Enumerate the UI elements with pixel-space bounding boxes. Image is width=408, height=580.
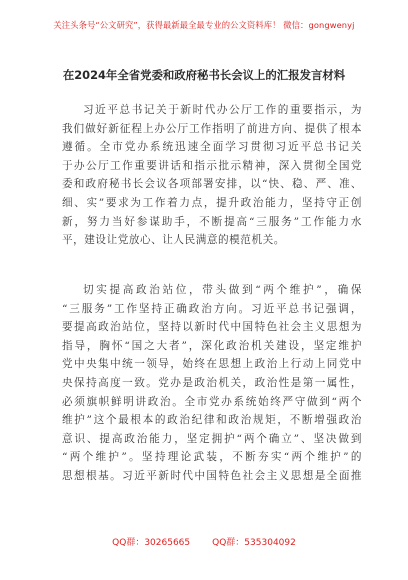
paragraph-1: [62, 101, 362, 250]
text-line: 遵循。全市党办系统迅速全面学习贯彻习近平总书记关: [62, 141, 362, 154]
qq-group-1: QQ群：30265665: [112, 538, 191, 548]
text-line: 维护”这个最根本的政治纪律和政治规矩，不断增强政治: [62, 414, 362, 427]
header-note: 关注头条号“公文研究”，获得最新最全最专业的公文资料库！ 微信：gongwenyj: [53, 20, 355, 30]
text-line: 我们做好新征程上办公厅工作指明了前进方向、提供了根本: [62, 122, 362, 135]
qq-group-2: QQ群：535304092: [212, 538, 296, 548]
text-line: 党中央集中统一领导，始终在思想上政治上行动上同党中: [62, 358, 362, 371]
text-line: 切实提高政治站位，带头做到“两个维护”，确保: [83, 284, 362, 296]
text-line: “两个维护”。坚持理论武装，不断夯实“两个维护”的: [62, 451, 362, 464]
text-line: 平，建设让党放心、让人民满意的模范机关。: [62, 234, 285, 247]
text-line: 习近平总书记关于新时代办公厅工作的重要指示，为: [83, 104, 362, 116]
text-line: 要提高政治站位，坚持以新时代中国特色社会主义思想为: [62, 321, 362, 334]
document-title: 在2024年全省党委和政府秘书长会议上的汇报发言材料: [62, 68, 346, 82]
text-line: 委和政府秘书长会议各项部署安排，以“快、稳、严、准、: [62, 178, 362, 191]
text-line: 意识、提高政治能力，坚定拥护“两个确立”、坚决做到: [62, 432, 362, 445]
text-line: 于办公厅工作重要讲话和指示批示精神，深入贯彻全国党: [62, 159, 362, 172]
text-line: 思想根基。习近平新时代中国特色社会主义思想是全面推: [62, 469, 362, 482]
text-line: 必须旗帜鲜明讲政治。全市党办系统始终严守做到“两个: [62, 395, 362, 408]
text-line: “三服务”工作坚持正确政治方向。习近平总书记强调，: [62, 302, 362, 315]
paragraph-2: [62, 281, 362, 486]
text-line: 新，努力当好参谋助手，不断提高“三服务”工作能力水: [62, 215, 362, 228]
footer-qq-groups: [0, 535, 408, 548]
text-line: 指导，胸怀“国之大者”，深化政治机关建设，坚定维护: [62, 339, 362, 352]
text-line: 细、实”要求为工作着力点，提升政治能力，坚持守正创: [62, 196, 362, 209]
text-line: 央保持高度一致。党办是政治机关，政治性是第一属性，: [62, 376, 362, 389]
